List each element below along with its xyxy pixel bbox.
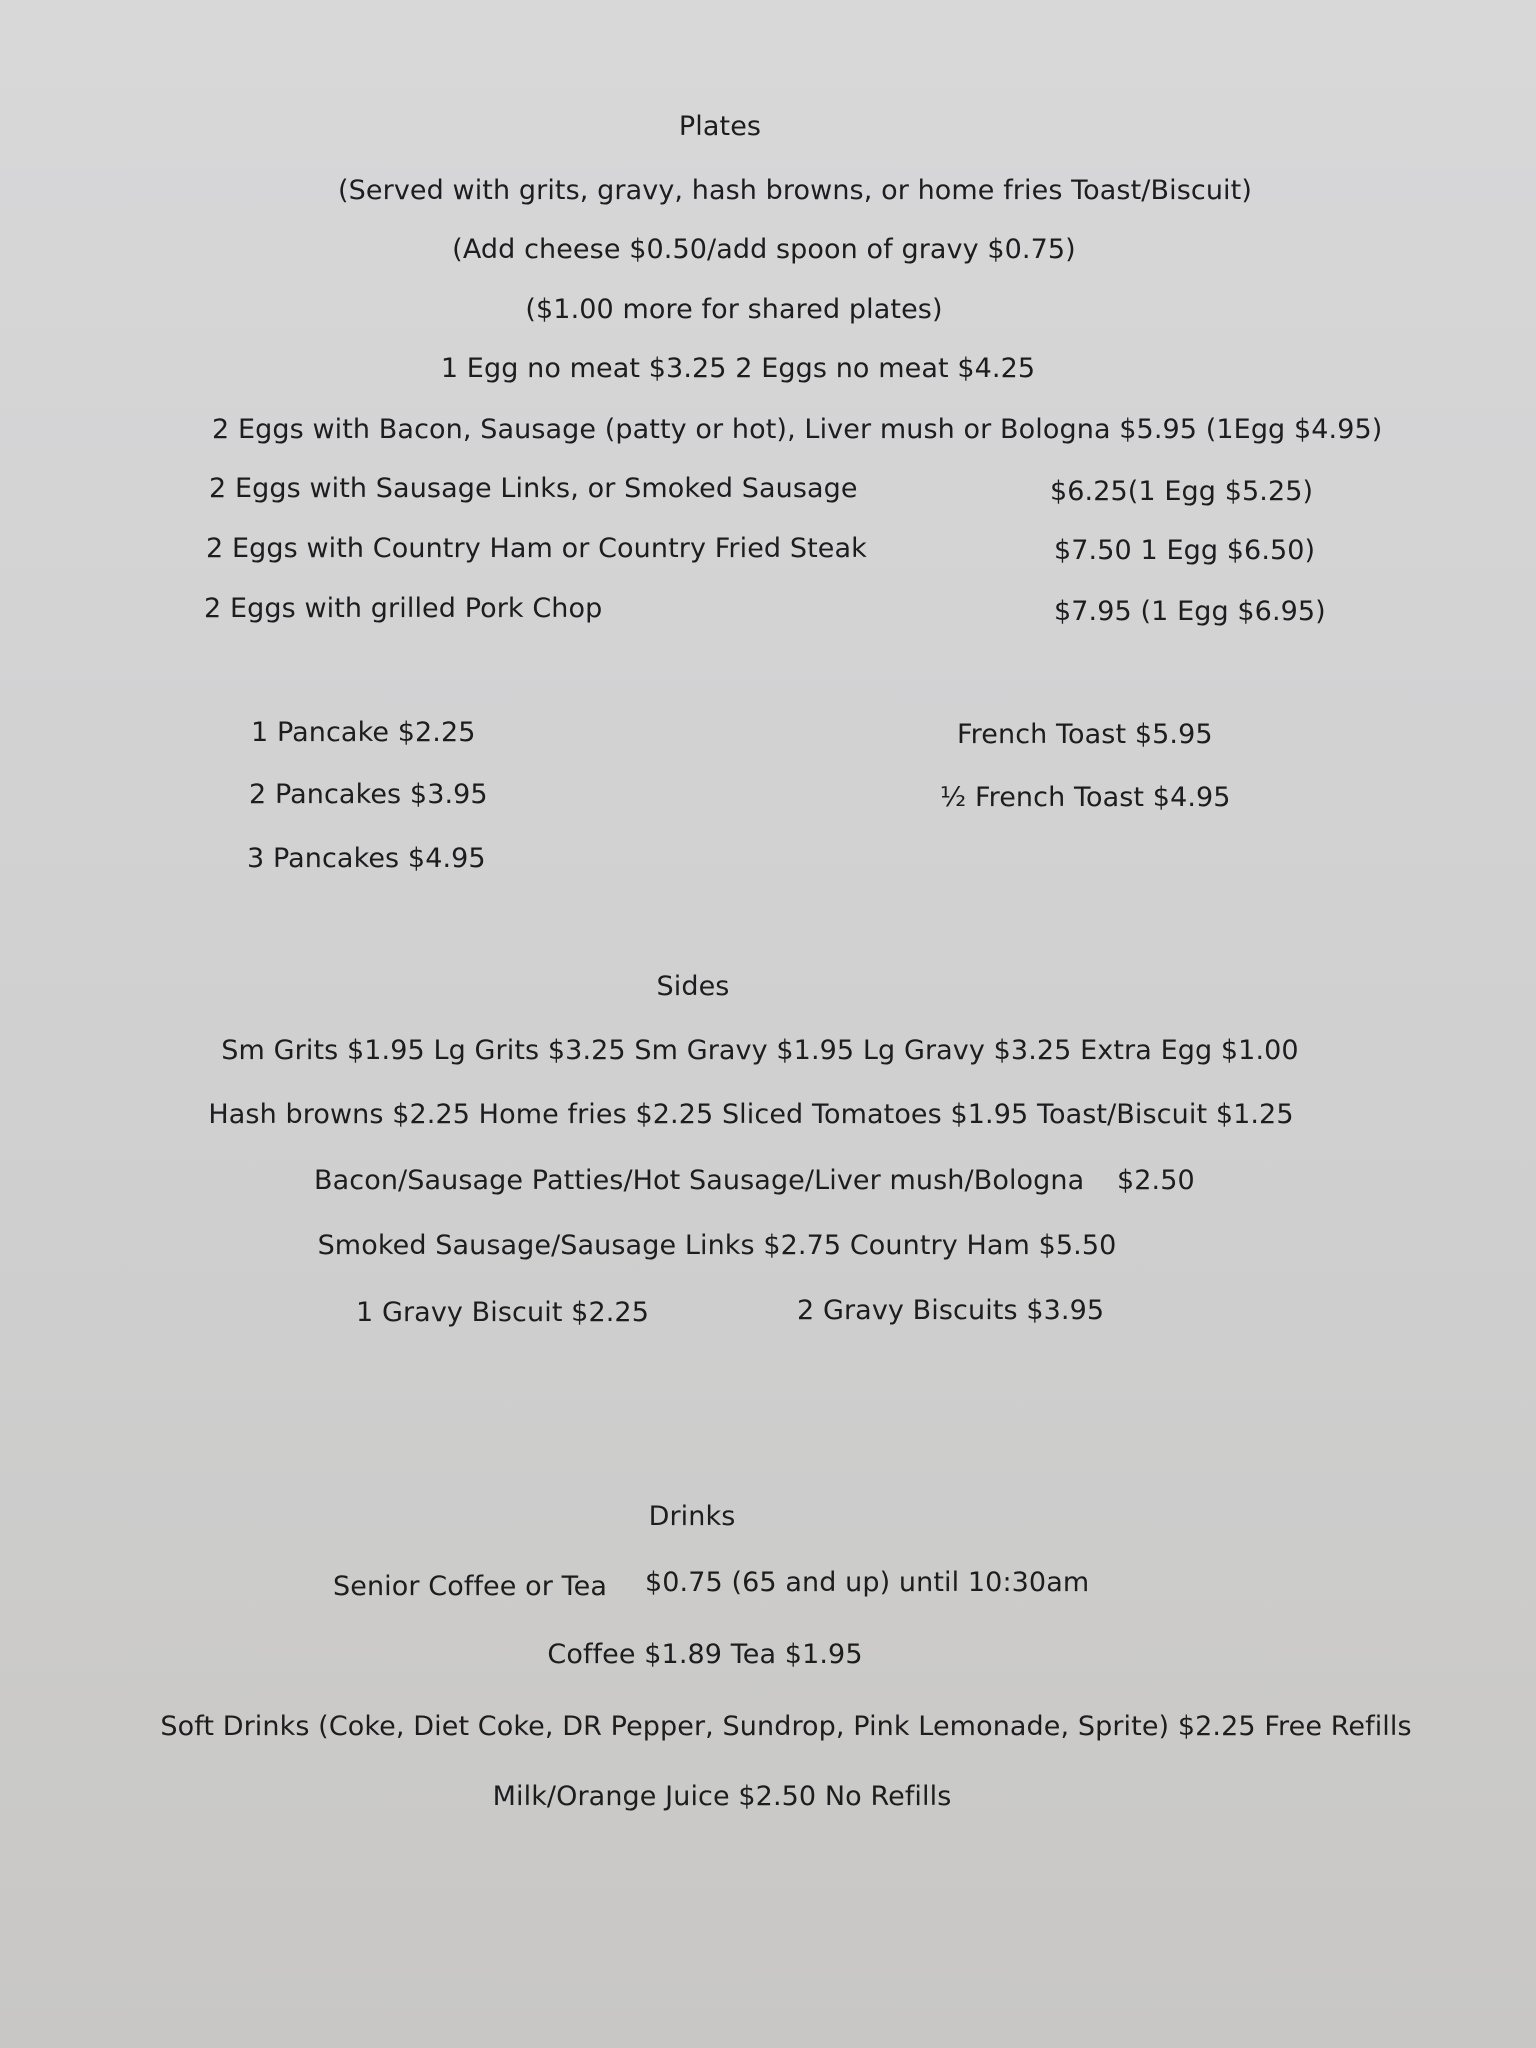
gravy-biscuits-2: 2 Gravy Biscuits $3.95 (797, 1295, 1105, 1326)
plates-addons-note: (Add cheese $0.50/add spoon of gravy $0.75) (452, 234, 1076, 265)
pancake-1: 1 Pancake $2.25 (251, 717, 476, 748)
plate-item-pork-chop: 2 Eggs with grilled Pork Chop (204, 593, 603, 624)
senior-coffee-label: Senior Coffee or Tea (333, 1571, 608, 1602)
plates-shared-note: ($1.00 more for shared plates) (525, 294, 943, 325)
sides-meats-label: Bacon/Sausage Patties/Hot Sausage/Liver mush/Bologna (314, 1165, 1085, 1196)
pancake-2: 2 Pancakes $3.95 (249, 779, 488, 810)
plate-item-country-ham-price: $7.50 1 Egg $6.50) (1054, 535, 1316, 566)
soft-drinks: Soft Drinks (Coke, Diet Coke, DR Pepper, Sundrop, Pink Lemonade, Sprite) $2.25 Free Refills (160, 1711, 1412, 1742)
sides-line-hash-browns: Hash browns $2.25 Home fries $2.25 Sliced Tomatoes $1.95 Toast/Biscuit $1.25 (208, 1099, 1294, 1130)
plates-egg-no-meat: 1 Egg no meat $3.25 2 Eggs no meat $4.25 (440, 353, 1036, 384)
plates-heading: Plates (678, 111, 762, 142)
plate-item-country-ham: 2 Eggs with Country Ham or Country Fried Steak (206, 533, 867, 564)
sides-line-grits-gravy: Sm Grits $1.95 Lg Grits $3.25 Sm Gravy $1.95 Lg Gravy $3.25 Extra Egg $1.00 (221, 1035, 1299, 1066)
senior-coffee-price: $0.75 (65 and up) until 10:30am (645, 1567, 1090, 1598)
milk-orange-juice: Milk/Orange Juice $2.50 No Refills (492, 1781, 952, 1812)
plate-item-sausage-links: 2 Eggs with Sausage Links, or Smoked Sausage (209, 473, 858, 504)
drinks-heading: Drinks (648, 1501, 736, 1532)
half-french-toast: ½ French Toast $4.95 (940, 782, 1231, 813)
sides-meats-price: $2.50 (1117, 1165, 1195, 1196)
plate-item-pork-chop-price: $7.95 (1 Egg $6.95) (1054, 596, 1326, 627)
plate-item-bacon: 2 Eggs with Bacon, Sausage (patty or hot), Liver mush or Bologna $5.95 (1Egg $4.95) (212, 414, 1383, 445)
sides-heading: Sides (656, 971, 730, 1002)
plates-served-note: (Served with grits, gravy, hash browns, or home fries Toast/Biscuit) (338, 175, 1252, 206)
gravy-biscuit-1: 1 Gravy Biscuit $2.25 (356, 1297, 649, 1328)
french-toast: French Toast $5.95 (957, 719, 1213, 750)
sides-line-smoked-sausage: Smoked Sausage/Sausage Links $2.75 Country Ham $5.50 (317, 1230, 1117, 1261)
coffee-tea: Coffee $1.89 Tea $1.95 (547, 1639, 863, 1670)
plate-item-sausage-links-price: $6.25(1 Egg $5.25) (1050, 476, 1314, 507)
pancake-3: 3 Pancakes $4.95 (247, 843, 486, 874)
